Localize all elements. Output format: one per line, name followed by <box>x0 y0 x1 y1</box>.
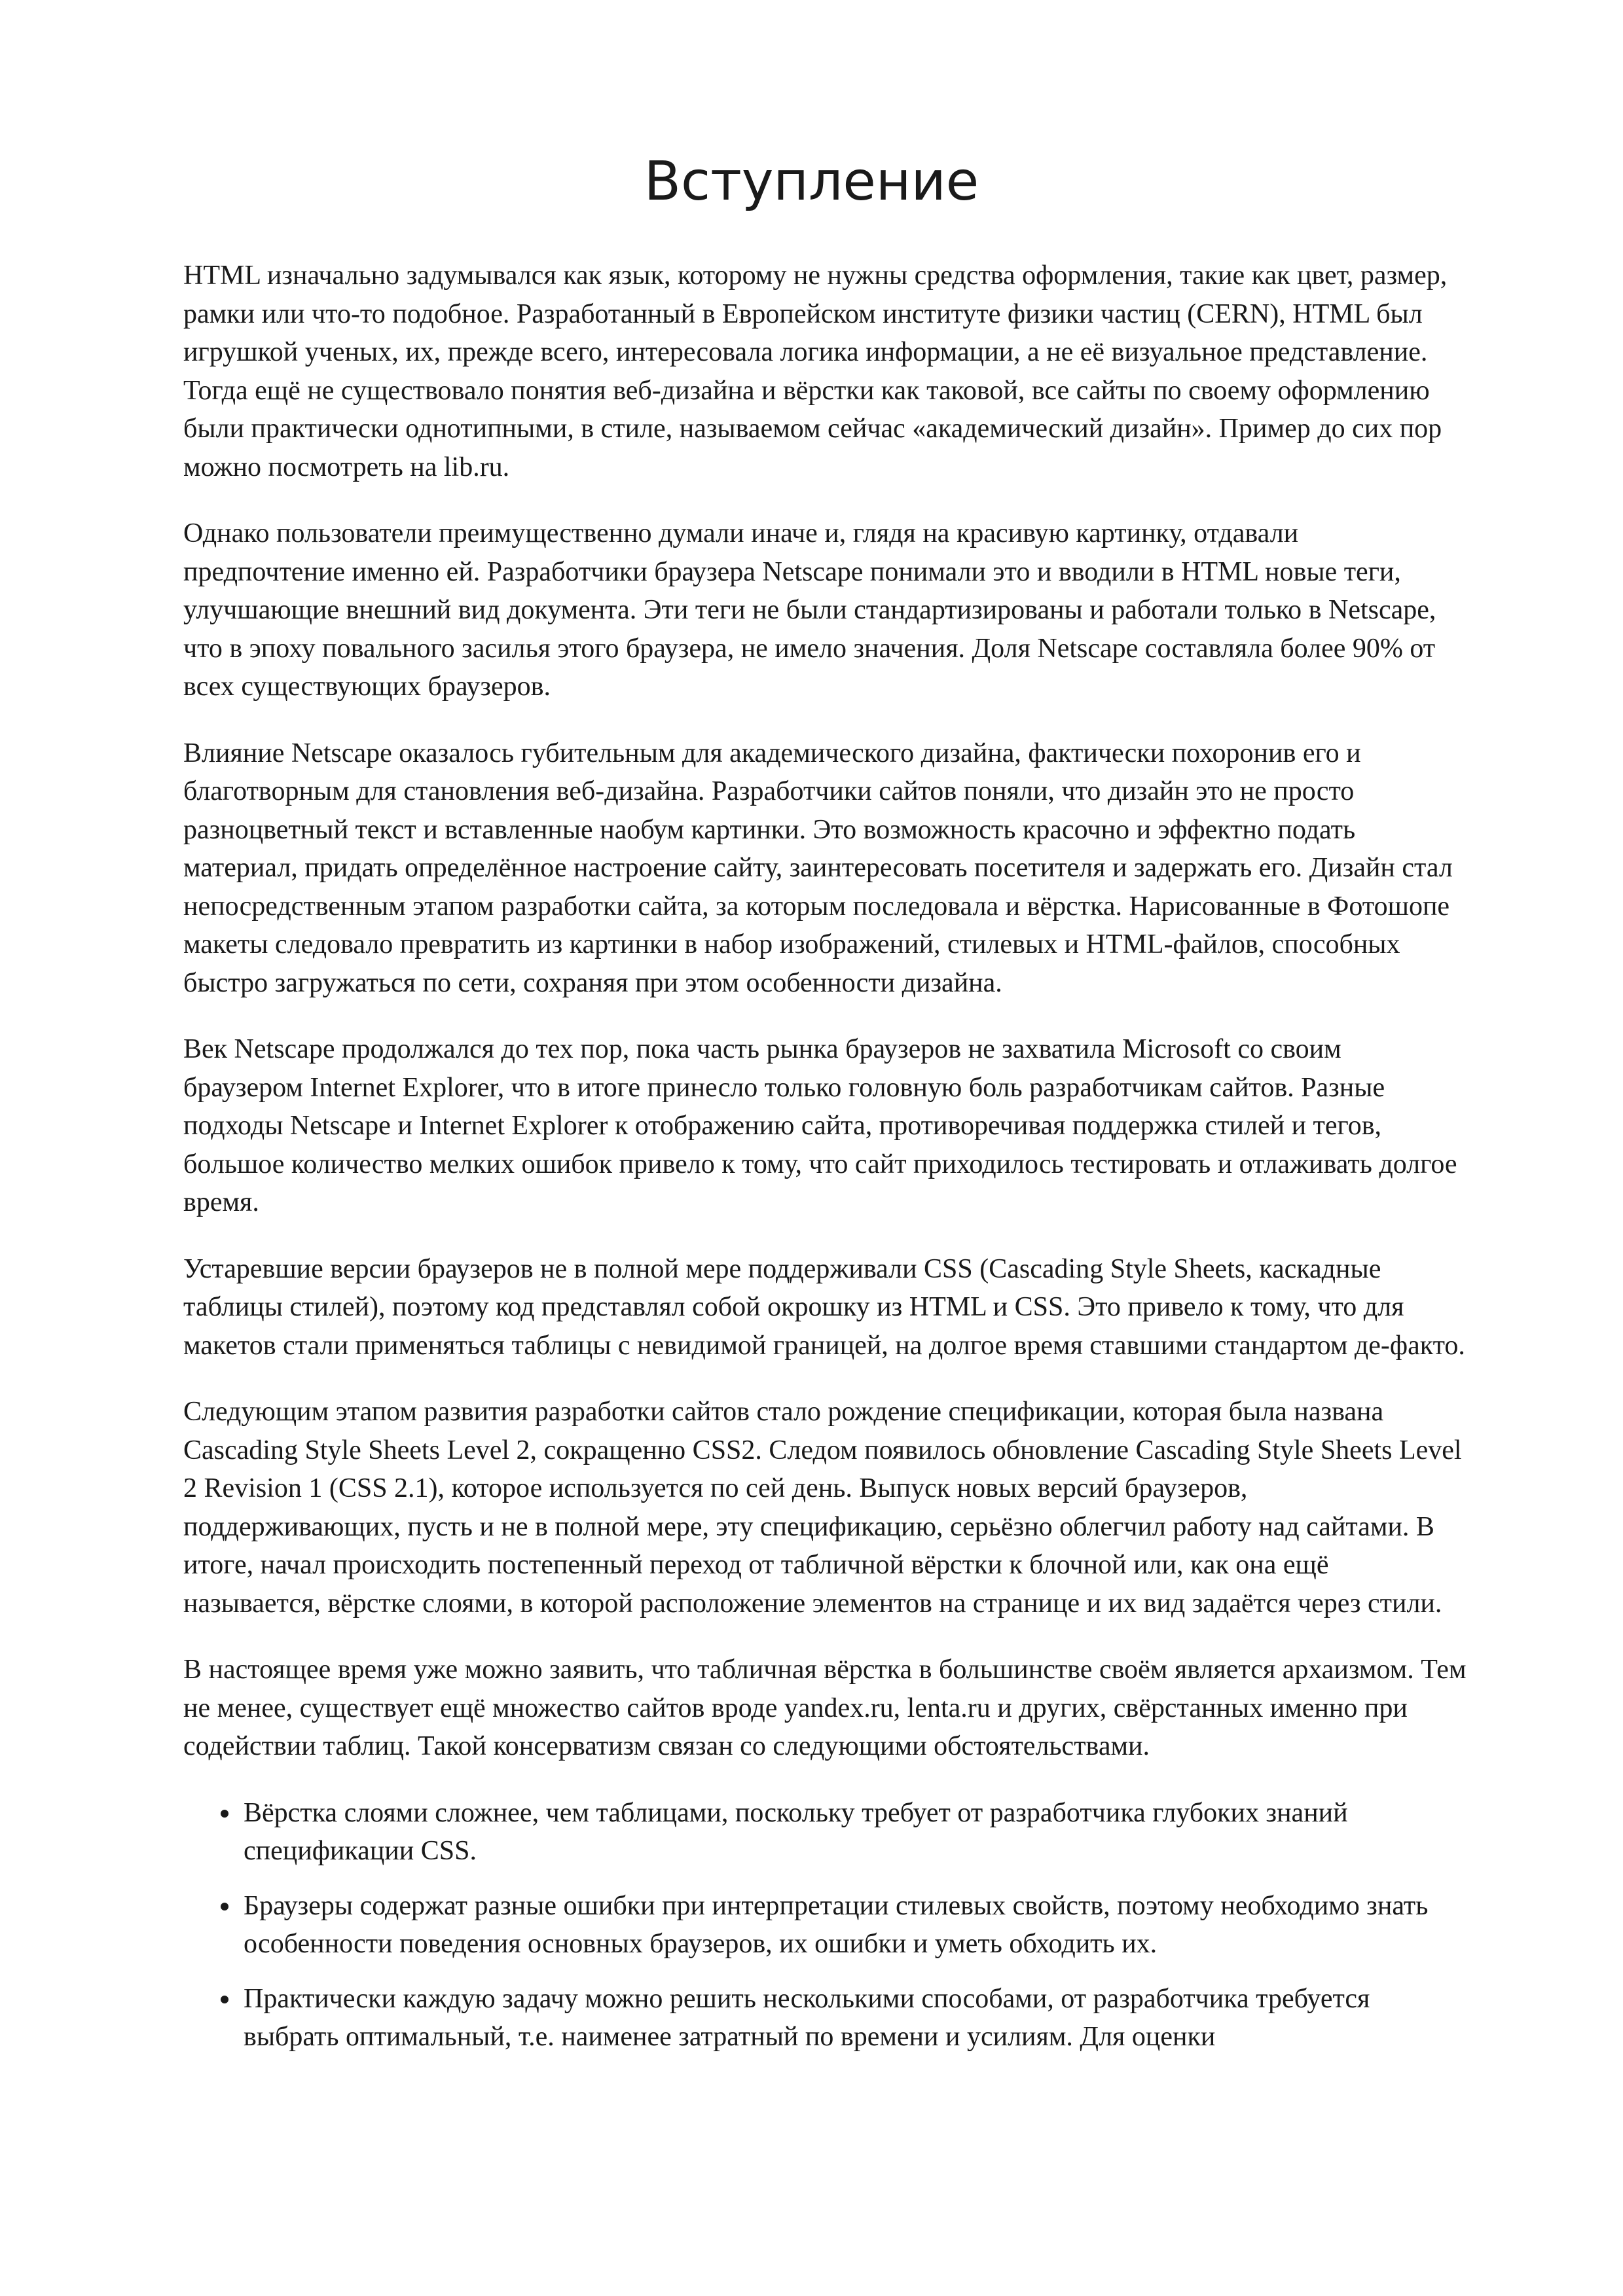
list-item: • Практически каждую задачу можно решить несколькими способами, от разработчика требуется выбрать оптимальный, т.е. наименее затратный по времени и усилиям. Для оценки <box>241 1980 1467 2056</box>
list-item: • Вёрстка слоями сложнее, чем таблицами, поскольку требует от разработчика глубоких знаний спецификации CSS. <box>241 1794 1467 1871</box>
paragraph-6: Следующим этапом развития разработки сайтов стало рождение спецификации, которая была названа Cascading Style Sheets Level 2, сокращенно CSS2. Следом появилось обновление Cascading Style Sheets Level 2 Revision 1 (CSS 2.1), которое используется по сей день. Выпуск новых версий браузеров, поддерживающих, пусть и не в полной мере, эту спецификацию, серьёзно облегчил работу над сайтами. В итоге, начал происходить постепенный переход от табличной вёрстки к блочной или, как она ещё называется, вёрстке слоями, в которой расположение элементов на странице и их вид задаётся через стили. <box>183 1397 1462 1619</box>
paragraph-2: Однако пользователи преимущественно думали иначе и, глядя на красивую картинку, отдавали предпочтение именно ей. Разработчики браузера Netscape понимали это и вводили в HTML новые теги, улучшающие внешний вид документа. Эти теги не были стандартизированы и работали только в Netscape, что в эпоху повального засилья этого браузера, не имело значения. Доля Netscape составляла более 90% от всех существующих браузеров. <box>183 518 1436 702</box>
paragraph-1: HTML изначально задумывался как язык, которому не нужны средства оформления, такие как цвет, размер, рамки или что-то подобное. Разработанный в Европейском институте физики частиц (CERN), HTML был игрушкой ученых, их, прежде всего, интересовала логика информации, а не её визуальное представление. Тогда ещё не существовало понятия веб-дизайна и вёрстки как таковой, все сайты по своему оформлению были практически однотипными, в стиле, называемом сейчас «академический дизайн». Пример до сих пор можно посмотреть на lib.ru. <box>183 260 1448 482</box>
list-item: • Браузеры содержат разные ошибки при интерпретации стилевых свойств, поэтому необходимо знать особенности поведения основных браузеров, их ошибки и уметь обходить их. <box>241 1887 1467 1964</box>
article-body <box>183 257 1467 2073</box>
paragraph-3: Влияние Netscape оказалось губительным для академического дизайна, фактически похоронив его и благотворным для становления веб-дизайна. Разработчики сайтов поняли, что дизайн это не просто разноцветный текст и вставленные наобум картинки. Это возможность красочно и эффектно подать материал, придать определённое настроение сайту, заинтересовать посетителя и задержать его. Дизайн стал непосредственным этапом разработки сайта, за которым последовала и вёрстка. Нарисованные в Фотошопе макеты следовало превратить из картинки в набор изображений, стилевых и HTML-файлов, способных быстро загружаться по сети, сохраняя при этом особенности дизайна. <box>183 738 1453 998</box>
paragraph-4: Век Netscape продолжался до тех пор, пока часть рынка браузеров не захватила Microsoft со своим браузером Internet Explorer, что в итоге принесло только головную боль разработчикам сайтов. Разные подходы Netscape и Internet Explorer к отображению сайта, противоречивая поддержка стилей и тегов, большое количество мелких ошибок привело к тому, что сайт приходилось тестировать и отлаживать долгое время. <box>183 1034 1457 1217</box>
bullet-list <box>183 1794 1467 2056</box>
page-title: Вступление <box>644 151 979 213</box>
paragraph-5: Устаревшие версии браузеров не в полной мере поддерживали CSS (Cascading Style Sheets, каскадные таблицы стилей), поэтому код представлял собой окрошку из HTML и CSS. Это привело к тому, что для макетов стали применяться таблицы с невидимой границей, на долгое время ставшими стандартом де-факто. <box>183 1253 1465 1361</box>
paragraph-7: В настоящее время уже можно заявить, что табличная вёрстка в большинстве своём является архаизмом. Тем не менее, существует ещё множество сайтов вроде yandex.ru, lenta.ru и других, свёрстанных именно при содействии таблиц. Такой консерватизм связан со следующими обстоятельствами. <box>183 1655 1467 1761</box>
